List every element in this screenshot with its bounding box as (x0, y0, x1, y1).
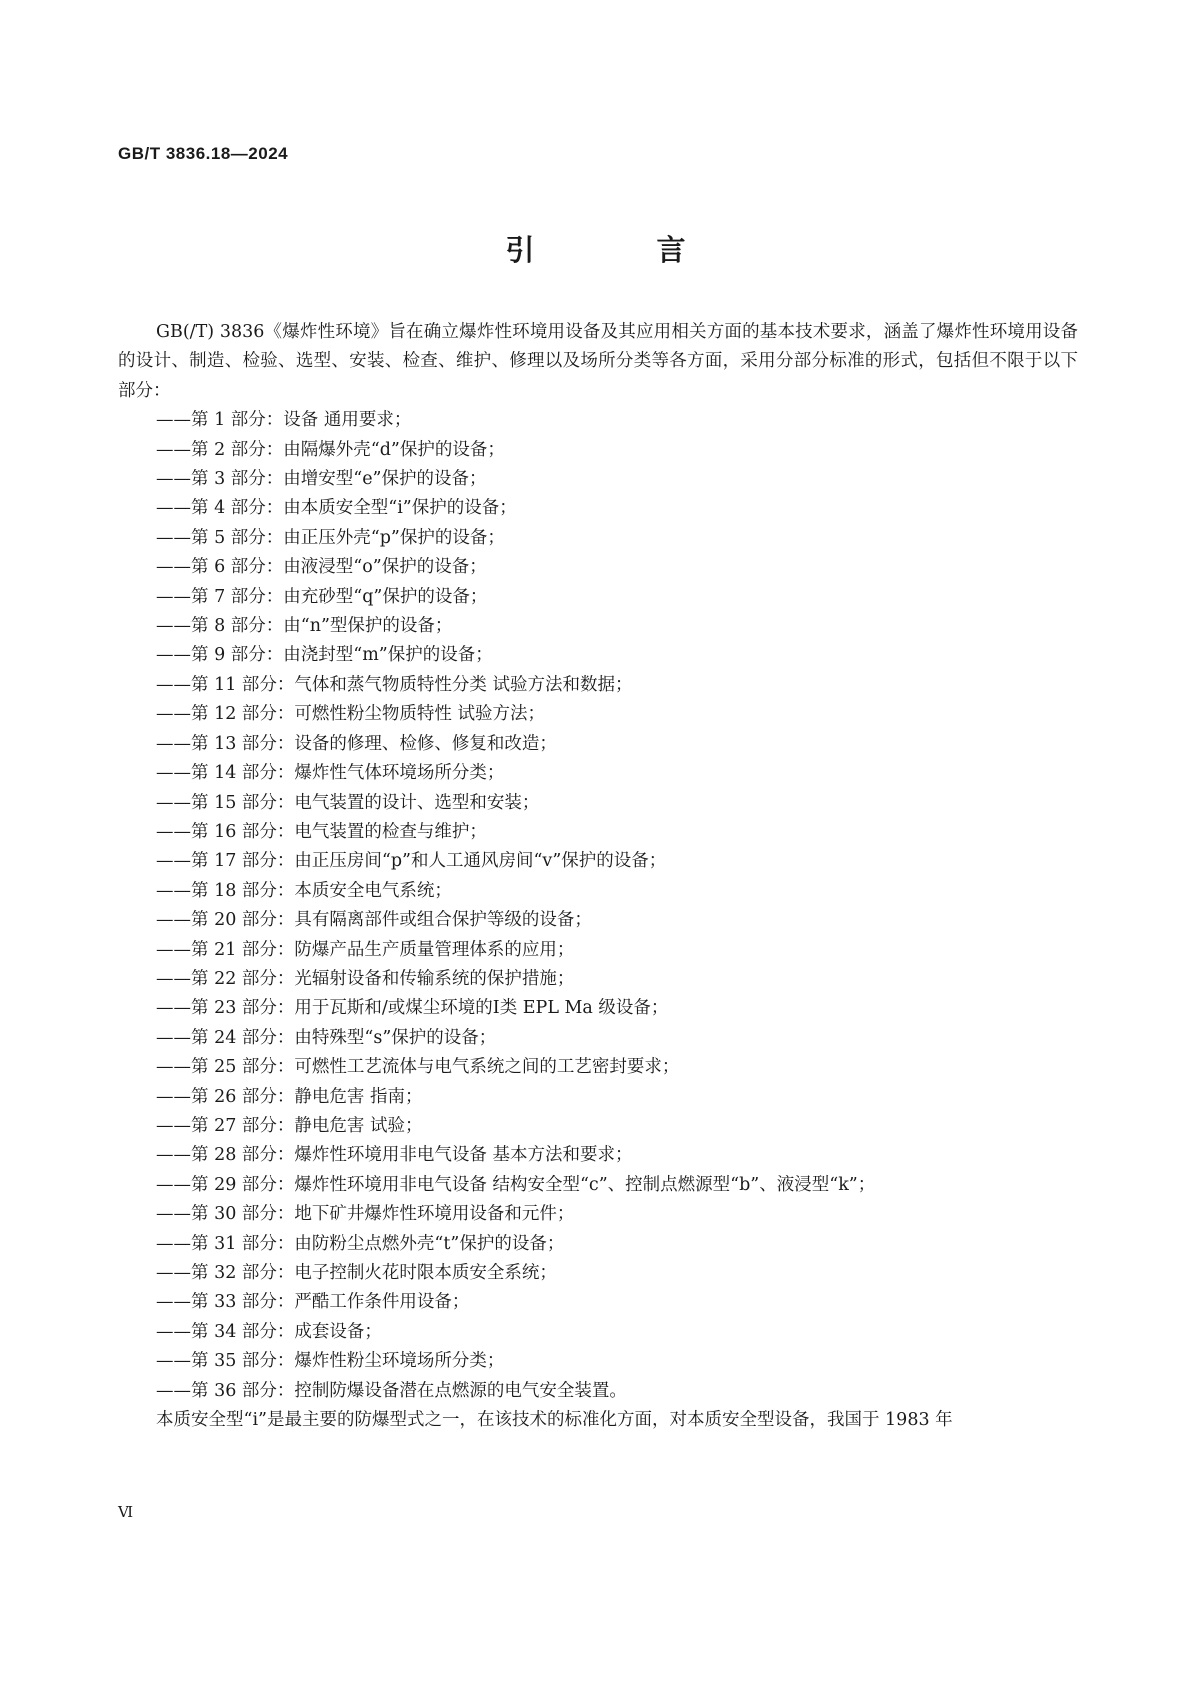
list-item: ——第 18 部分：本质安全电气系统； (156, 880, 452, 901)
list-item: ——第 21 部分：防爆产品生产质量管理体系的应用； (156, 939, 575, 960)
document-body (118, 318, 1078, 1435)
list-item: ——第 2 部分：由隔爆外壳“d”保护的设备； (156, 439, 505, 460)
intro-paragraph: GB(/T) 3836《爆炸性环境》旨在确立爆炸性环境用设备及其应用相关方面的基本技术要求，涵盖了爆炸性环境用设备的设计、制造、检验、选型、安装、检查、维护、修理以及场所分类等各方面，采用分部分标准的形式，包括但不限于以下部分： (118, 322, 1078, 401)
closing-paragraph: 本质安全型“i”是最主要的防爆型式之一，在该技术的标准化方面，对本质安全型设备，我国于 1983 年 (156, 1410, 953, 1431)
list-item: ——第 27 部分：静电危害 试验； (156, 1115, 423, 1136)
list-item: ——第 14 部分：爆炸性气体环境场所分类； (156, 763, 505, 784)
section-title: 引 言 (505, 233, 742, 267)
list-item: ——第 28 部分：爆炸性环境用非电气设备 基本方法和要求； (156, 1145, 633, 1166)
list-item: ——第 7 部分：由充砂型“q”保护的设备； (156, 586, 488, 607)
list-item: ——第 26 部分：静电危害 指南； (156, 1086, 423, 1107)
list-item: ——第 29 部分：爆炸性环境用非电气设备 结构安全型“c”、控制点燃源型“b”、液浸型“k”； (156, 1174, 876, 1195)
list-item: ——第 25 部分：可燃性工艺流体与电气系统之间的工艺密封要求； (156, 1057, 680, 1078)
list-item: ——第 4 部分：由本质安全型“i”保护的设备； (156, 498, 517, 519)
list-item: ——第 13 部分：设备的修理、检修、修复和改造； (156, 733, 557, 754)
list-item: ——第 24 部分：由特殊型“s”保护的设备； (156, 1027, 497, 1048)
list-item: ——第 22 部分：光辐射设备和传输系统的保护措施； (156, 968, 575, 989)
page-number: Ⅵ (118, 1503, 134, 1521)
list-item: ——第 31 部分：由防粉尘点燃外壳“t”保护的设备； (156, 1233, 565, 1254)
list-item: ——第 15 部分：电气装置的设计、选型和安装； (156, 792, 540, 813)
list-item: ——第 32 部分：电子控制火花时限本质安全系统； (156, 1263, 557, 1283)
list-item: ——第 6 部分：由液浸型“o”保护的设备； (156, 557, 487, 578)
list-item: ——第 33 部分：严酷工作条件用设备； (156, 1292, 470, 1313)
list-item: ——第 17 部分：由正压房间“p”和人工通风房间“v”保护的设备； (156, 851, 667, 872)
list-item: ——第 1 部分：设备 通用要求； (156, 410, 412, 431)
list-item: ——第 36 部分：控制防爆设备潜在点燃源的电气安全装置。 (156, 1380, 627, 1401)
list-item: ——第 35 部分：爆炸性粉尘环境场所分类； (156, 1351, 505, 1372)
list-item: ——第 9 部分：由浇封型“m”保护的设备； (156, 645, 493, 666)
list-item: ——第 34 部分：成套设备； (156, 1321, 382, 1342)
list-item: ——第 11 部分：气体和蒸气物质特性分类 试验方法和数据； (156, 674, 633, 695)
list-item: ——第 5 部分：由正压外壳“p”保护的设备； (156, 527, 505, 548)
standard-number-header: GB/T 3836.18—2024 (118, 144, 289, 163)
list-item: ——第 23 部分：用于瓦斯和/或煤尘环境的Ⅰ类 EPL Ma 级设备； (156, 998, 669, 1019)
list-item: ——第 20 部分：具有隔离部件或组合保护等级的设备； (156, 910, 592, 931)
list-item: ——第 16 部分：电气装置的检查与维护； (156, 821, 487, 842)
list-item: ——第 30 部分：地下矿井爆炸性环境用设备和元件； (156, 1204, 575, 1225)
list-item: ——第 8 部分：由“n”型保护的设备； (156, 616, 453, 637)
list-item: ——第 12 部分：可燃性粉尘物质特性 试验方法； (156, 704, 545, 725)
list-item: ——第 3 部分：由增安型“e”保护的设备； (156, 469, 487, 490)
parts-list (118, 406, 1078, 1406)
